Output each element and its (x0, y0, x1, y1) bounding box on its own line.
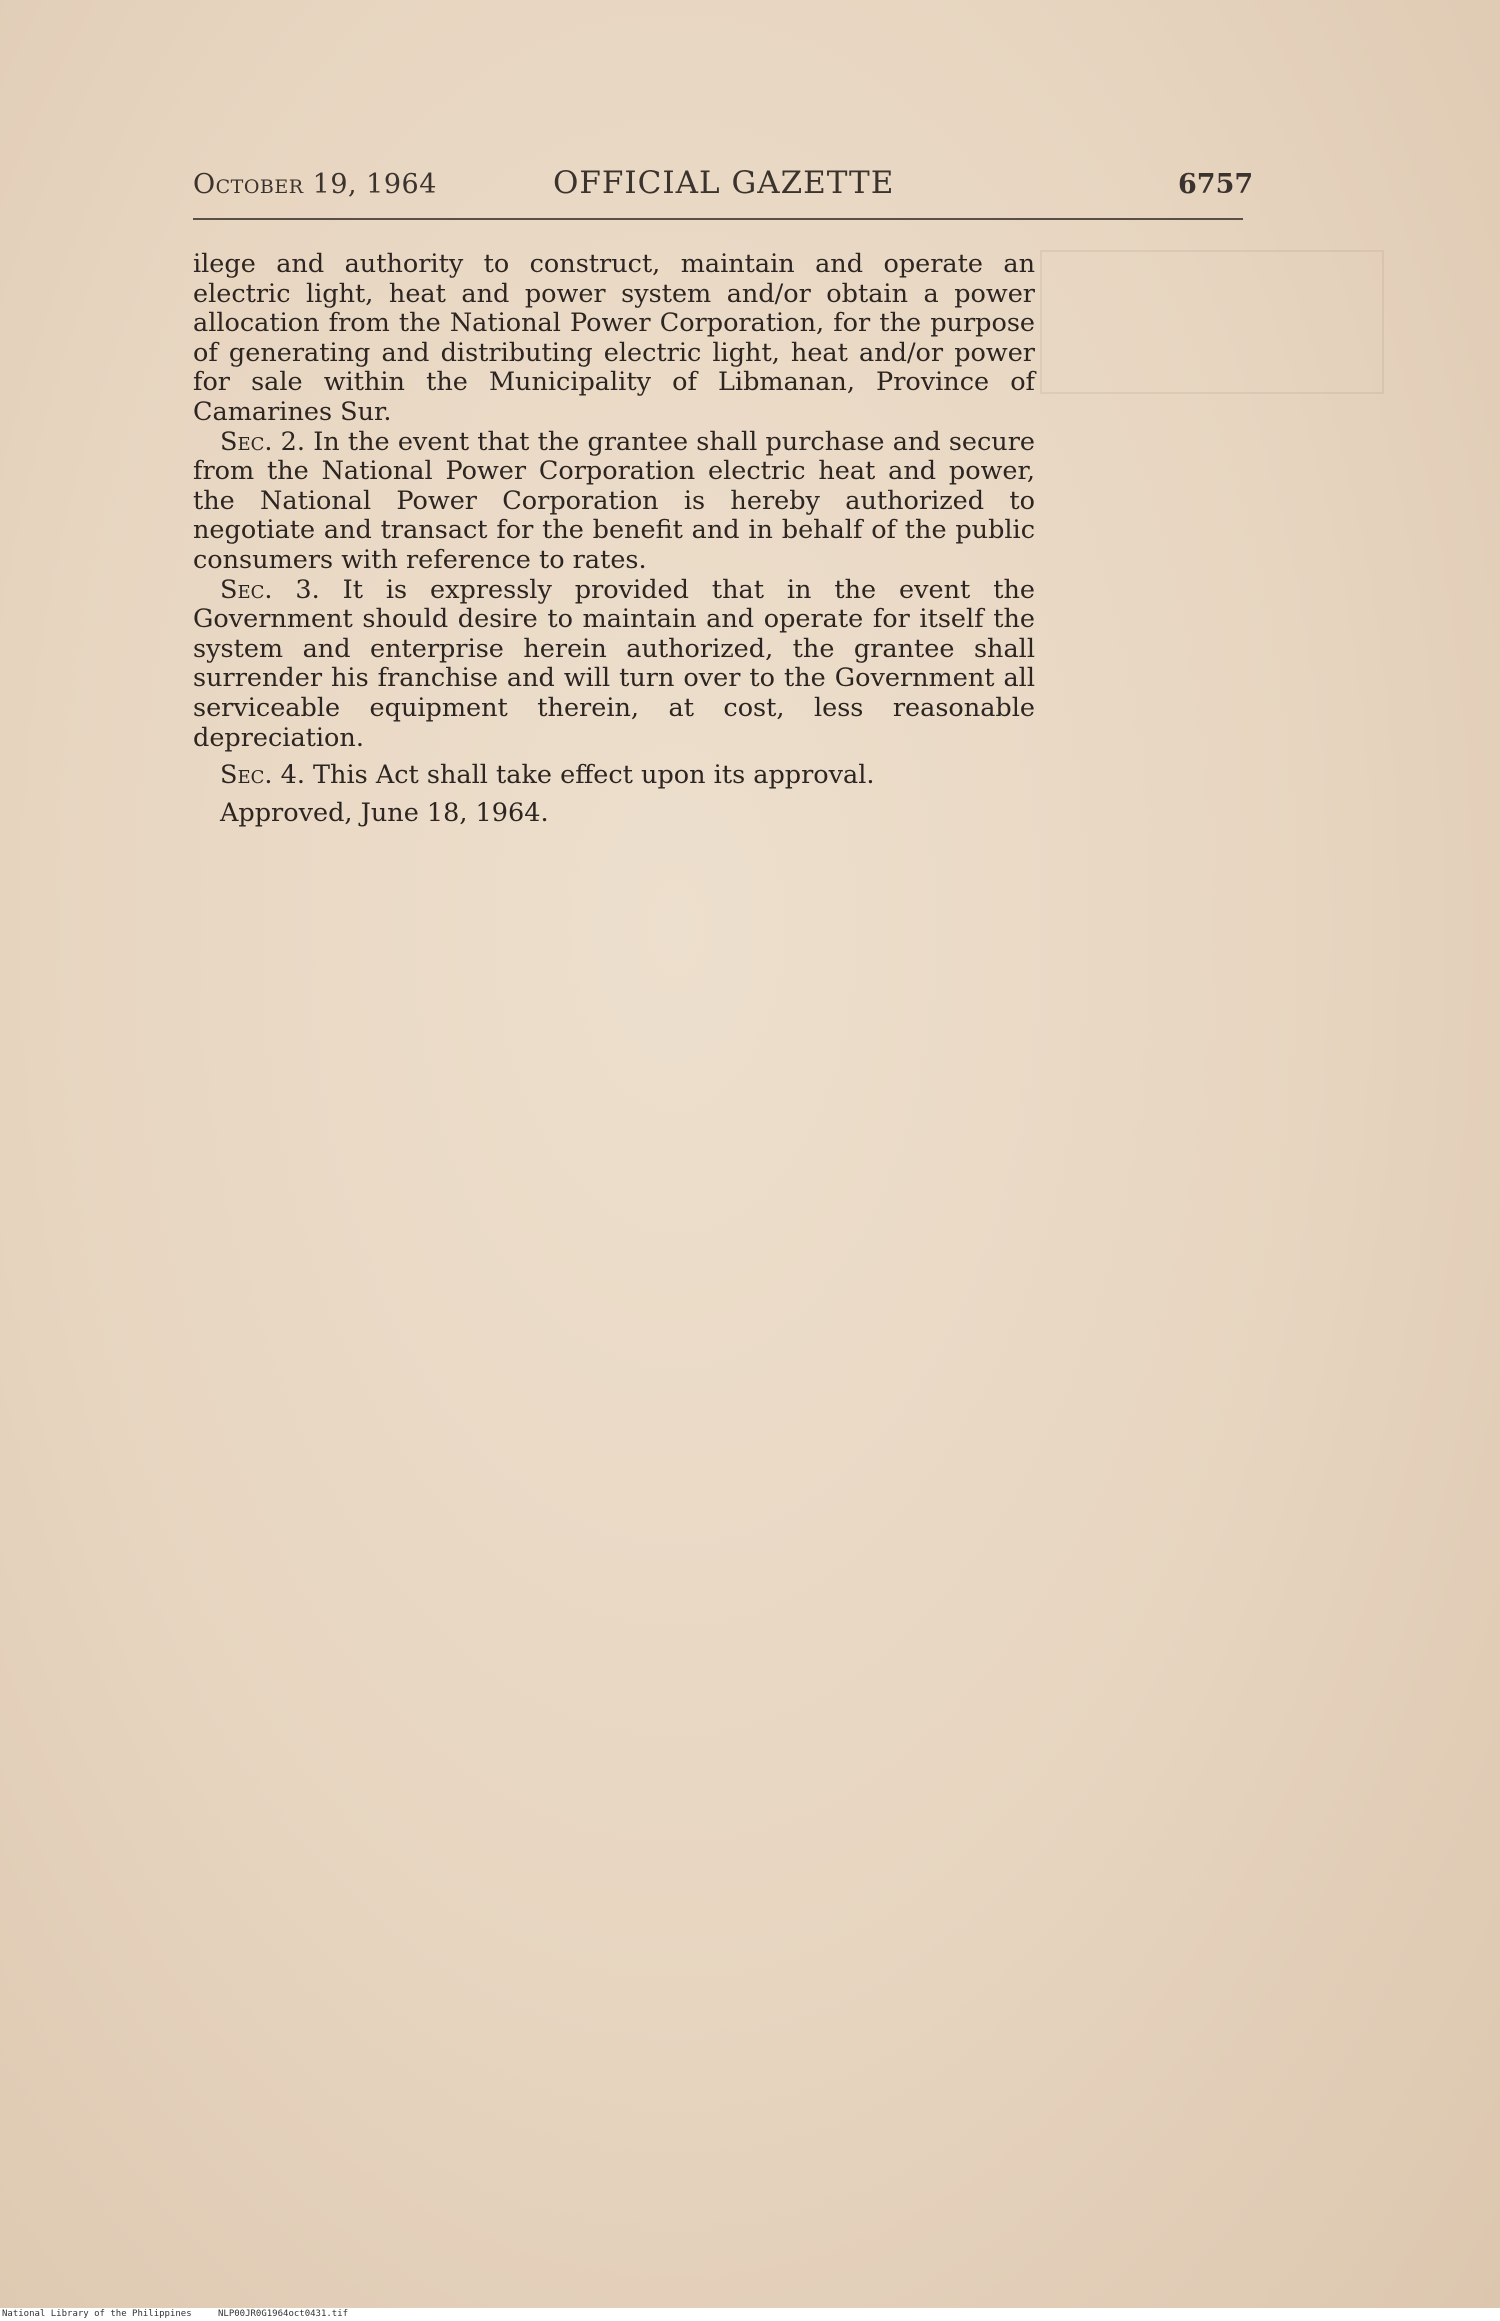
approval-line: Approved, June 18, 1964. (220, 797, 549, 828)
header-rule (193, 218, 1243, 220)
text-column (193, 250, 1035, 828)
page-number: 6757 (1178, 169, 1254, 200)
page-header (193, 165, 1254, 205)
section-3-text: It is expressly provided that in the event the Government should desire to maintain and operate for itself the system and enterprise herein authorized, the grantee shall surrender his franchise and will turn over to the Government all serviceable equipment therein, at cost, less reasonable depreciation. (193, 574, 1035, 753)
section-2 (193, 428, 1035, 576)
header-date: October 19, 1964 (193, 169, 437, 200)
section-3-label: Sec. 3. (220, 574, 320, 605)
journal-title: OFFICIAL GAZETTE (553, 165, 895, 201)
section-2-text: In the event that the grantee shall purchase and secure from the National Power Corporation electric heat and power, the National Power Corporation is hereby authorized to negotiate and transact for the benefit and in behalf of the public consumers with reference to rates. (193, 426, 1035, 575)
section-3 (193, 576, 1035, 754)
opening-paragraph: ilege and authority to construct, maintain and operate an electric light, heat and power system and/or obtain a power allocation from the National Power Corporation, for the purpose of generating and distributing electric light, heat and/or power for sale within the Municipality of Libmanan, Province of Camarines Sur. (193, 249, 1035, 427)
section-4-text: This Act shall take effect upon its approval. (313, 760, 875, 791)
footer-library: National Library of the Philippines (2, 2309, 192, 2319)
section-2-label: Sec. 2. (220, 426, 306, 457)
footer-filename: NLP00JR0G1964oct0431.tif (218, 2309, 349, 2319)
bleed-through-box (1040, 250, 1384, 394)
section-4 (193, 761, 1035, 791)
section-4-label: Sec. 4. (220, 760, 305, 791)
scan-footer (0, 2308, 1500, 2321)
